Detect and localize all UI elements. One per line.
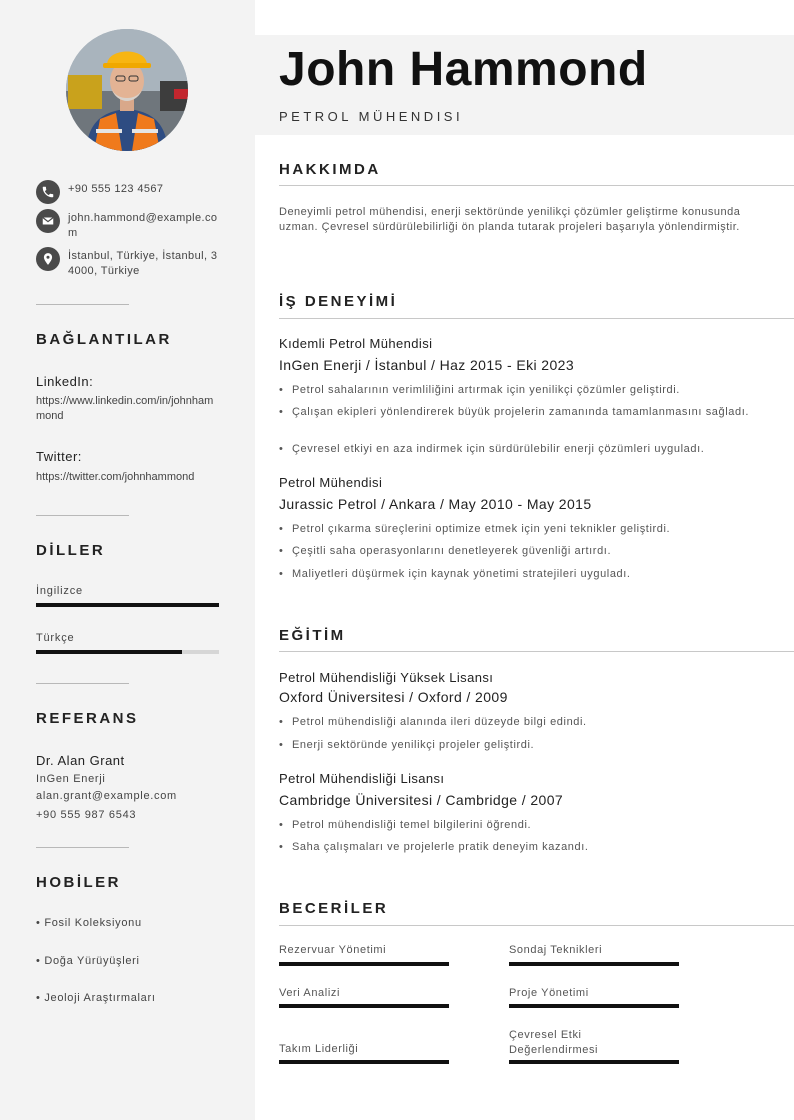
job-title: PETROL MÜHENDISI [279, 109, 464, 124]
language-name: Türkçe [36, 632, 75, 644]
skill-name: Proje Yönetimi [509, 987, 589, 999]
skills-heading: BECERİLER [279, 900, 389, 917]
skill-level-bar [509, 962, 679, 966]
hobby-item: • Doğa Yürüyüşleri [36, 955, 140, 967]
skill-name: Takım Liderliği [279, 1043, 359, 1055]
education-subtitle: Oxford Üniversitesi / Oxford / 2009 [279, 689, 508, 705]
experience-bullet: • Çevresel etkiyi en aza indirmek için sürdürülebilir enerji çözümleri uyguladı. [279, 442, 769, 457]
skill-name: Çevresel Etki Değerlendirmesi [509, 1029, 599, 1056]
experience-bullet: • Çalışan ekipleri yönlendirerek büyük projelerin zamanında tamamlanmasını sağladı. [279, 405, 769, 420]
education-heading: EĞİTİM [279, 627, 346, 644]
education-title: Petrol Mühendisliği Yüksek Lisansı [279, 670, 494, 685]
education-bullet: • Petrol mühendisliği temel bilgilerini öğrendi. [279, 818, 769, 833]
email-text: john.hammond@example.com [68, 212, 218, 239]
phone-icon [36, 180, 60, 204]
experience-bullet: • Petrol çıkarma süreçlerini optimize etmek için yeni teknikler geliştirdi. [279, 522, 769, 537]
hobby-label: Jeoloji Araştırmaları [44, 992, 156, 1004]
skill-name: Sondaj Teknikleri [509, 944, 603, 956]
envelope-icon [36, 209, 60, 233]
language-level-fill [36, 603, 219, 607]
about-heading: HAKKIMDA [279, 161, 381, 178]
section-rule [279, 185, 794, 186]
skill-level-bar [509, 1004, 679, 1008]
linkedin-label: LinkedIn: [36, 374, 94, 389]
links-heading: BAĞLANTILAR [36, 331, 172, 348]
language-name: İngilizce [36, 585, 83, 597]
experience-bullet: • Çeşitli saha operasyonlarını denetleyerek güvenliği artırdı. [279, 544, 769, 559]
skill-level-bar [279, 962, 449, 966]
reference-heading: REFERANS [36, 710, 139, 727]
hobby-label: Fosil Koleksiyonu [44, 917, 142, 929]
section-rule [279, 318, 794, 319]
reference-email: alan.grant@example.com [36, 790, 177, 802]
hobby-item: • Jeoloji Araştırmaları [36, 992, 156, 1004]
skill-level-bar [279, 1004, 449, 1008]
reference-phone: +90 555 987 6543 [36, 809, 137, 821]
experience-subtitle: Jurassic Petrol / Ankara / May 2010 - May 2015 [279, 496, 592, 512]
contact-address [36, 247, 226, 279]
hobby-label: Doğa Yürüyüşleri [44, 955, 140, 967]
sidebar-divider [36, 515, 129, 516]
twitter-label: Twitter: [36, 449, 82, 464]
education-bullet: • Saha çalışmaları ve projelerle pratik deneyim kazandı. [279, 840, 769, 855]
sidebar-divider [36, 683, 129, 684]
phone-text: +90 555 123 4567 [68, 183, 164, 195]
reference-name: Dr. Alan Grant [36, 753, 125, 768]
location-pin-icon [36, 247, 60, 271]
hobby-item: • Fosil Koleksiyonu [36, 917, 142, 929]
skill-name: Rezervuar Yönetimi [279, 944, 387, 956]
experience-subtitle: InGen Enerji / İstanbul / Haz 2015 - Eki 2023 [279, 357, 575, 373]
twitter-link[interactable]: https://twitter.com/johnhammond [36, 471, 195, 483]
section-rule [279, 651, 794, 652]
sidebar [0, 0, 255, 1120]
about-text: Deneyimli petrol mühendisi, enerji sektöründe yenilikçi çözümler geliştirme konusunda uzman. Çevresel sürdürülebilirliği ön planda tutarak projeleri başarıyla yönlendirmiştir. [279, 206, 741, 233]
skill-name: Veri Analizi [279, 987, 341, 999]
contact-phone [36, 180, 226, 204]
sidebar-divider [36, 847, 129, 848]
main-content [255, 0, 794, 1120]
education-title: Petrol Mühendisliği Lisansı [279, 771, 445, 786]
address-text: İstanbul, Türkiye, İstanbul, 34000, Türkiye [68, 250, 218, 277]
person-name: John Hammond [279, 43, 648, 96]
skill-level-bar [279, 1060, 449, 1064]
sidebar-divider [36, 304, 129, 305]
experience-bullet: • Maliyetleri düşürmek için kaynak yönetimi stratejileri uyguladı. [279, 567, 769, 582]
languages-heading: DİLLER [36, 542, 106, 559]
contact-email [36, 209, 226, 241]
language-level-bar [36, 603, 219, 607]
linkedin-link[interactable]: https://www.linkedin.com/in/johnhammond [36, 395, 214, 422]
language-level-fill [36, 650, 182, 654]
language-level-bar [36, 650, 219, 654]
experience-title: Petrol Mühendisi [279, 475, 383, 490]
experience-bullet: • Petrol sahalarının verimliliğini artırmak için yenilikçi çözümler geliştirdi. [279, 383, 769, 398]
section-rule [279, 925, 794, 926]
education-subtitle: Cambridge Üniversitesi / Cambridge / 2007 [279, 792, 564, 808]
education-bullet: • Petrol mühendisliği alanında ileri düzeyde bilgi edindi. [279, 715, 769, 730]
hobbies-heading: HOBİLER [36, 874, 121, 891]
reference-company: InGen Enerji [36, 773, 106, 785]
skill-level-bar [509, 1060, 679, 1064]
education-bullet: • Enerji sektöründe yenilikçi projeler geliştirdi. [279, 738, 769, 753]
profile-photo [66, 29, 188, 151]
experience-heading: İŞ DENEYİMİ [279, 293, 398, 310]
experience-title: Kıdemli Petrol Mühendisi [279, 336, 433, 351]
worker-portrait-image [66, 29, 188, 151]
